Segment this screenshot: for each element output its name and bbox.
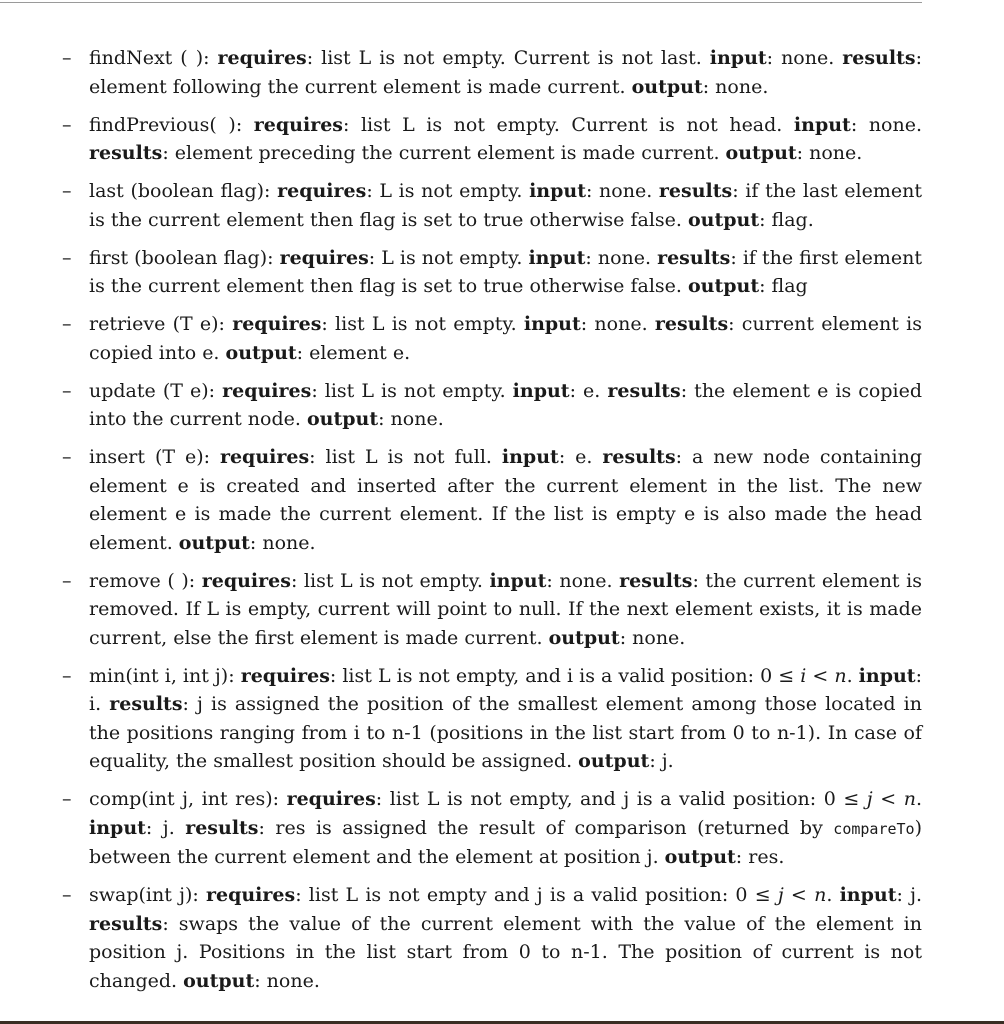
text-run: : list L is not empty and j is a valid position: 0 ≤ [295, 884, 778, 906]
text-run: : list L is not empty, and j is a valid position: 0 ≤ [375, 788, 867, 810]
keyword-input: input [528, 246, 586, 269]
text-run: : none. [580, 313, 655, 335]
keyword-requires: requires [222, 379, 312, 402]
keyword-results: results [842, 47, 916, 69]
keyword-output: output [548, 626, 620, 649]
text-run: : none. [796, 142, 863, 164]
text-run: : if the last element is the current element then flag is set to true otherwise false. [89, 180, 922, 231]
text-run: : none. [702, 75, 769, 98]
list-dash: – [62, 569, 72, 592]
operation-item [62, 377, 922, 434]
keyword-results: results [185, 816, 259, 839]
keyword-results: results [658, 180, 733, 202]
keyword-input: input [839, 884, 897, 906]
text-run: : list L is not empty. [321, 313, 524, 335]
text-run: : none. [249, 531, 316, 554]
keyword-requires: requires [205, 884, 296, 906]
text-run: : j. [649, 750, 674, 772]
keyword-results: results [89, 912, 163, 935]
keyword-requires: requires [201, 569, 291, 592]
text-run: : a new node containing element e is created and inserted after the current element in the list. The new element e is made the current element. If the list is empty e is also made the head element. [89, 446, 922, 554]
list-dash: – [62, 180, 72, 202]
text-run: : none. [619, 626, 686, 649]
keyword-output: output [631, 75, 703, 98]
operation-item [62, 111, 922, 168]
math-variable: n [903, 788, 916, 810]
keyword-requires: requires [240, 664, 330, 687]
operation-item [62, 44, 922, 101]
operation-text [89, 310, 922, 367]
keyword-input: input [89, 816, 146, 839]
operation-item [62, 244, 922, 301]
keyword-requires: requires [286, 788, 376, 810]
operation-text [89, 785, 922, 872]
keyword-input: input [858, 664, 916, 687]
operation-text [89, 567, 922, 653]
math-variable: i [800, 664, 807, 687]
text-run: : swaps the value of the current element with the value of the element in position j. Positions in the list start from 0 to n-1. The position of current is not changed. [89, 912, 922, 992]
keyword-output: output [306, 408, 379, 430]
text-run: : list L is not empty. Current is not last. [306, 47, 710, 69]
keyword-output: output [178, 531, 250, 554]
keyword-output: output [183, 969, 255, 992]
text-run: : j is assigned the position of the smallest element among those located in the positions ranging from i to n-1 (positions in the list start from 0 to n-1). In case of equality, the smallest position should be assigned. [89, 693, 922, 772]
keyword-output: output [725, 142, 797, 164]
keyword-requires: requires [253, 113, 344, 136]
operation-text [89, 662, 922, 776]
text-run: : none. [378, 408, 444, 430]
keyword-results: results [607, 379, 681, 402]
text-run: findNext ( ): [89, 47, 218, 69]
text-run: ) between the current element and the element at position j. [89, 816, 922, 868]
text-run: : list L is not empty, and i is a valid position: 0 ≤ [329, 664, 801, 687]
keyword-results: results [109, 693, 183, 715]
keyword-output: output [687, 208, 760, 231]
text-run: : res is assigned the result of comparison (returned by [258, 816, 834, 839]
text-run: . [846, 664, 859, 687]
text-run: : flag [759, 275, 808, 297]
text-run: first (boolean flag): [89, 246, 280, 269]
text-run: comp(int j, int res): [89, 788, 287, 810]
text-run: : none. [850, 113, 923, 136]
operation-text [89, 244, 922, 301]
keyword-requires: requires [217, 47, 307, 69]
text-run: : if the first element is the current element then flag is set to true otherwise false. [89, 246, 923, 297]
operation-text [89, 377, 922, 434]
keyword-requires: requires [277, 180, 367, 202]
text-run: : list L is not empty. [311, 379, 513, 402]
operation-item [62, 567, 922, 653]
text-run: : j. [896, 884, 923, 906]
text-run: : e. [569, 379, 608, 402]
text-run: : res. [735, 846, 785, 868]
list-dash: – [62, 379, 72, 402]
list-dash: – [62, 47, 72, 69]
keyword-input: input [489, 569, 547, 592]
operation-item [62, 785, 922, 872]
operation-text [89, 44, 922, 101]
math-variable: j [866, 788, 873, 810]
text-run: : element e. [296, 341, 411, 364]
text-run: < [872, 788, 904, 810]
operation-item [62, 177, 922, 234]
text-run: : i. [89, 664, 922, 715]
keyword-results: results [619, 569, 693, 592]
operation-item [62, 662, 922, 776]
text-run: : flag. [759, 208, 814, 231]
text-run: : current element is copied into e. [89, 313, 922, 364]
text-run: : none. [586, 180, 659, 202]
keyword-input: input [529, 180, 586, 202]
math-variable: n [814, 884, 827, 906]
text-run: : j. [145, 816, 186, 839]
text-run: last (boolean flag): [89, 180, 278, 202]
text-run: retrieve (T e): [89, 313, 233, 335]
text-run: insert (T e): [89, 446, 220, 468]
list-dash: – [62, 246, 72, 269]
keyword-input: input [793, 113, 851, 136]
math-variable: n [834, 664, 847, 687]
operation-item [62, 443, 922, 557]
operations-list [62, 44, 922, 995]
keyword-input: input [512, 379, 570, 402]
operation-text [89, 177, 922, 234]
text-run: : none. [254, 969, 320, 992]
text-run: : the current element is removed. If L is empty, current will point to null. If the next element exists, it is made current, else the first element is made current. [89, 569, 922, 649]
text-run: : e. [558, 446, 603, 468]
text-run: . [915, 788, 923, 810]
keyword-requires: requires [219, 446, 310, 468]
keyword-results: results [89, 142, 163, 164]
text-run: < [783, 884, 815, 906]
list-dash: – [62, 884, 72, 906]
list-dash: – [62, 313, 72, 335]
text-run: : list L is not empty. [290, 569, 490, 592]
operation-text [89, 881, 922, 995]
list-dash: – [62, 788, 72, 810]
document-page [62, 44, 922, 995]
text-run: : element following the current element is made current. [89, 47, 922, 98]
keyword-output: output [578, 750, 650, 772]
text-run: : the element e is copied into the current node. [89, 379, 923, 430]
keyword-output: output [687, 275, 760, 297]
text-run: : none. [585, 246, 658, 269]
top-rule [0, 2, 922, 3]
text-run: . [826, 884, 840, 906]
text-run: : list L is not empty. Current is not head. [343, 113, 794, 136]
keyword-requires: requires [279, 246, 369, 269]
text-run: : none. [766, 47, 843, 69]
operation-item [62, 310, 922, 367]
text-run: : L is not empty. [368, 246, 529, 269]
keyword-results: results [657, 246, 731, 269]
text-run: swap(int j): [89, 884, 206, 906]
keyword-input: input [523, 313, 581, 335]
list-dash: – [62, 446, 72, 468]
math-variable: j [777, 884, 784, 906]
text-run: : L is not empty. [366, 180, 530, 202]
keyword-output: output [225, 341, 297, 364]
keyword-results: results [602, 446, 676, 468]
text-run: update (T e): [89, 379, 223, 402]
code-term: compareTo [833, 819, 915, 838]
keyword-requires: requires [232, 313, 322, 335]
keyword-output: output [664, 846, 736, 868]
keyword-results: results [654, 313, 729, 335]
operation-text [89, 111, 922, 168]
text-run: remove ( ): [89, 569, 202, 592]
text-run: : element preceding the current element is made current. [162, 142, 726, 164]
text-run: : list L is not full. [309, 446, 502, 468]
text-run: min(int i, int j): [89, 664, 241, 687]
operation-text [89, 443, 922, 557]
list-dash: – [62, 664, 72, 687]
text-run: : none. [546, 569, 620, 592]
keyword-input: input [501, 446, 559, 468]
list-dash: – [62, 113, 72, 136]
operation-item [62, 881, 922, 995]
text-run: findPrevious( ): [89, 113, 254, 136]
keyword-input: input [709, 47, 767, 69]
text-run: < [806, 664, 835, 687]
